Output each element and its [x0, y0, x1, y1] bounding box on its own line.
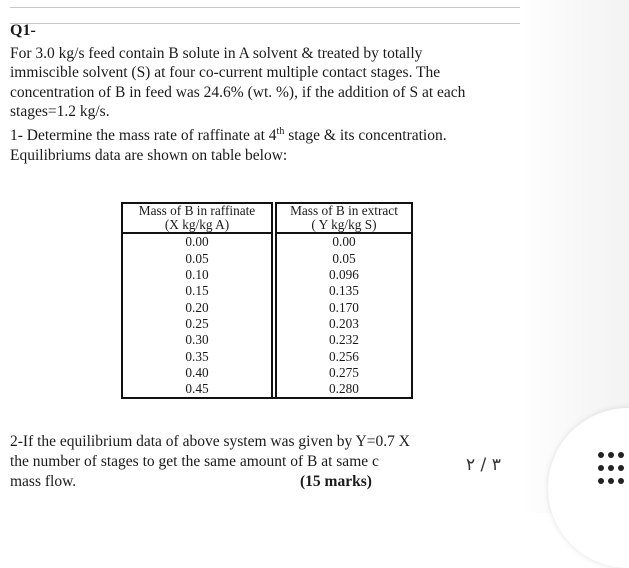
col-header-raffinate-line2: (X kg/kg A): [164, 217, 230, 233]
y-cell: 0.256: [276, 348, 412, 364]
intro-line: concentration of B in feed was 24.6% (wt. %), if the addition of S at each: [10, 83, 466, 101]
top-rule-2: [10, 23, 520, 24]
table-row: [122, 251, 412, 267]
task-1-text-end: stage & its concentration.: [284, 127, 447, 145]
task-1-text: 1- Determine the mass rate of raffinate at 4: [10, 127, 277, 145]
table-row: [122, 316, 412, 332]
col-header-raffinate: [122, 203, 272, 233]
top-rule: [10, 7, 520, 8]
y-cell: 0.280: [276, 381, 412, 398]
table-row: [122, 348, 412, 364]
y-cell: 0.275: [276, 365, 412, 381]
table-row: [122, 283, 412, 299]
col-header-extract: [276, 203, 412, 233]
table-row: [122, 381, 412, 398]
y-cell: 0.232: [276, 332, 412, 348]
x-cell: 0.30: [122, 332, 272, 348]
y-cell: 0.00: [276, 233, 412, 250]
intro-line: For 3.0 kg/s feed contain B solute in A solvent & treated by totally: [10, 45, 423, 62]
table-row: [122, 365, 412, 381]
table-row: [122, 233, 412, 250]
question-title: Q1-: [10, 22, 36, 39]
x-cell: 0.20: [122, 300, 272, 316]
part-2-line2: the number of stages to get the same amount of B at same c: [10, 453, 379, 470]
marks-label: (15 marks): [300, 473, 372, 490]
question-intro: [10, 44, 522, 122]
x-cell: 0.35: [122, 348, 272, 364]
more-dots-icon[interactable]: [598, 452, 624, 488]
equilibrium-note: Equilibriums data are shown on table below:: [10, 146, 288, 164]
col-header-extract-line2: ( Y kg/kg S): [311, 217, 377, 233]
task-1-superscript: th: [276, 126, 285, 137]
x-cell: 0.05: [122, 251, 272, 267]
col-header-extract-line1: Mass of B in extract: [290, 203, 398, 218]
table-row: [122, 300, 412, 316]
x-cell: 0.25: [122, 316, 272, 332]
y-cell: 0.170: [276, 300, 412, 316]
equilibrium-table: [121, 202, 413, 399]
y-cell: 0.096: [276, 267, 412, 283]
task-1: [10, 122, 522, 165]
x-cell: 0.00: [122, 233, 272, 250]
x-cell: 0.40: [122, 365, 272, 381]
y-cell: 0.135: [276, 283, 412, 299]
x-cell: 0.45: [122, 381, 272, 398]
x-cell: 0.10: [122, 267, 272, 283]
intro-line: immiscible solvent (S) at four co-current multiple contact stages. The: [10, 64, 441, 82]
intro-line: stages=1.2 kg/s.: [10, 103, 110, 121]
page-indicator: ٣ / ٢: [466, 455, 501, 475]
part-2-line3: mass flow.: [10, 473, 77, 490]
part-2-line1: 2-If the equilibrium data of above system was given by Y=0.7 X: [10, 433, 410, 450]
table-row: [122, 332, 412, 348]
y-cell: 0.05: [276, 251, 412, 267]
x-cell: 0.15: [122, 283, 272, 299]
y-cell: 0.203: [276, 316, 412, 332]
col-header-raffinate-line1: Mass of B in raffinate: [138, 203, 256, 218]
table-row: [122, 267, 412, 283]
